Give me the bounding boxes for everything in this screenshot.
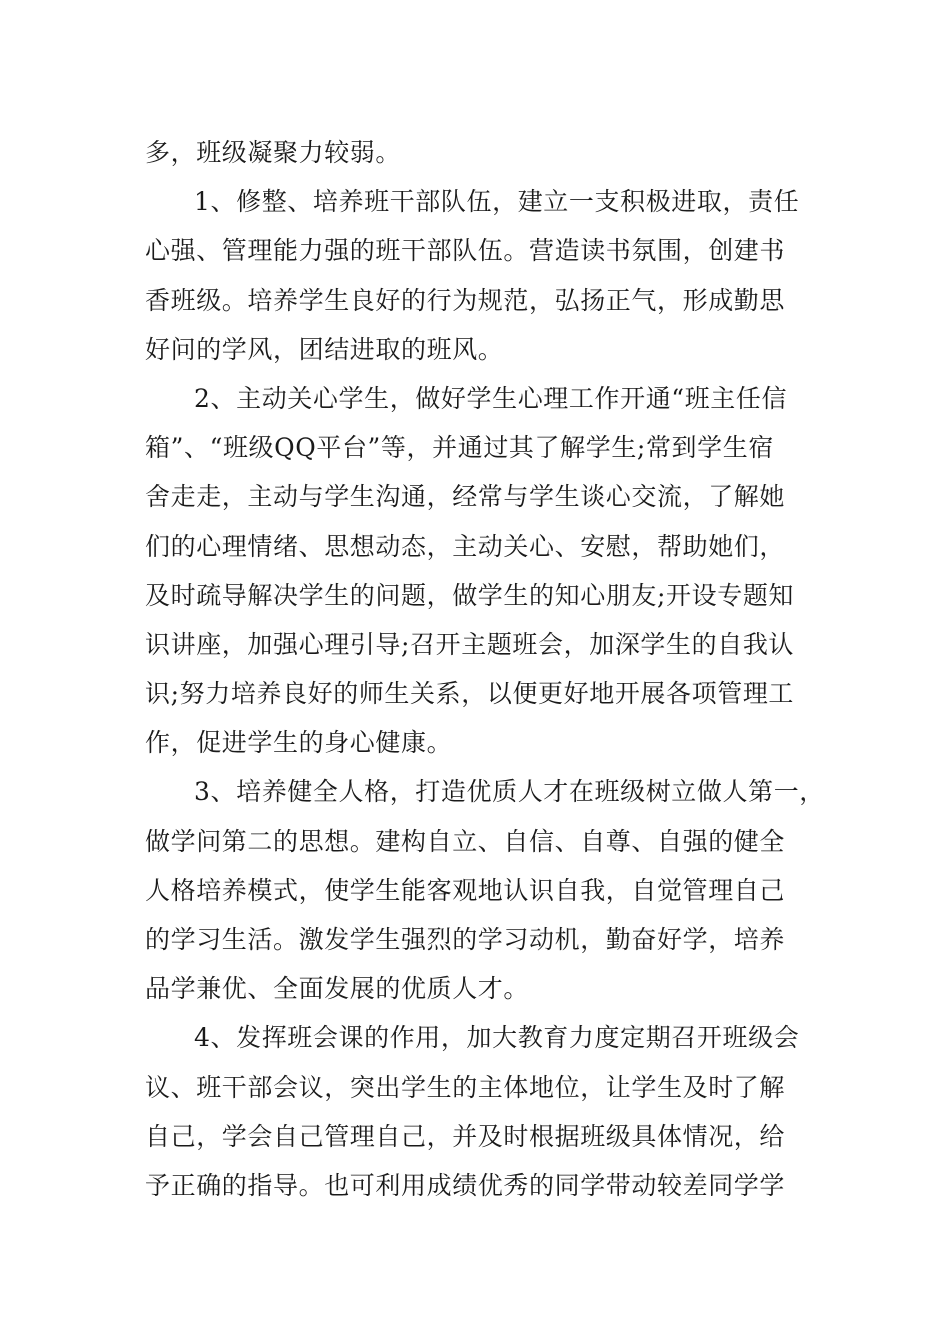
text-line: 箱”、“班级QQ平台”等，并通过其了解学生;常到学生宿	[145, 433, 774, 463]
text-line: 心强、管理能力强的班干部队伍。营造读书氛围，创建书	[145, 236, 786, 266]
paragraph-first-line: 4、发挥班会课的作用，加大教育力度定期召开班级会	[194, 1023, 800, 1053]
text-line: 们的心理情绪、思想动态，主动关心、安慰，帮助她们，	[145, 531, 786, 561]
text-line: 人格培养模式，使学生能客观地认识自我，自觉管理自己	[145, 875, 786, 905]
text-line: 予正确的指导。也可利用成绩优秀的同学带动较差同学学	[145, 1170, 786, 1200]
text-line: 的学习生活。激发学生强烈的学习动机，勤奋好学，培养	[145, 925, 786, 954]
document-body	[145, 128, 835, 1210]
text-line: 识讲座，加强心理引导;召开主题班会，加深学生的自我认	[145, 629, 795, 659]
text-line: 作，促进学生的身心健康。	[145, 728, 453, 758]
text-line: 好问的学风，团结进取的班风。	[145, 334, 504, 364]
text-line: 多，班级凝聚力较弱。	[145, 138, 402, 167]
text-line: 识;努力培养良好的师生关系，以便更好地开展各项管理工	[145, 679, 795, 709]
paragraph-first-line: 3、培养健全人格，打造优质人才在班级树立做人第一，	[194, 777, 825, 807]
paragraph-first-line: 2、主动关心学生，做好学生心理工作开通“班主任信	[194, 383, 788, 413]
text-line: 做学问第二的思想。建构自立、自信、自尊、自强的健全	[145, 826, 786, 856]
text-line: 及时疏导解决学生的问题，做学生的知心朋友;开设专题知	[145, 580, 795, 610]
text-line: 自己，学会自己管理自己，并及时根据班级具体情况，给	[145, 1121, 786, 1151]
text-line: 品学兼优、全面发展的优质人才。	[145, 974, 530, 1004]
text-line: 香班级。培养学生良好的行为规范，弘扬正气，形成勤思	[145, 285, 786, 315]
text-line: 议、班干部会议，突出学生的主体地位，让学生及时了解	[145, 1072, 786, 1102]
paragraph-first-line: 1、修整、培养班干部队伍，建立一支积极进取，责任	[194, 187, 800, 217]
text-line: 舍走走，主动与学生沟通，经常与学生谈心交流，了解她	[145, 482, 786, 512]
